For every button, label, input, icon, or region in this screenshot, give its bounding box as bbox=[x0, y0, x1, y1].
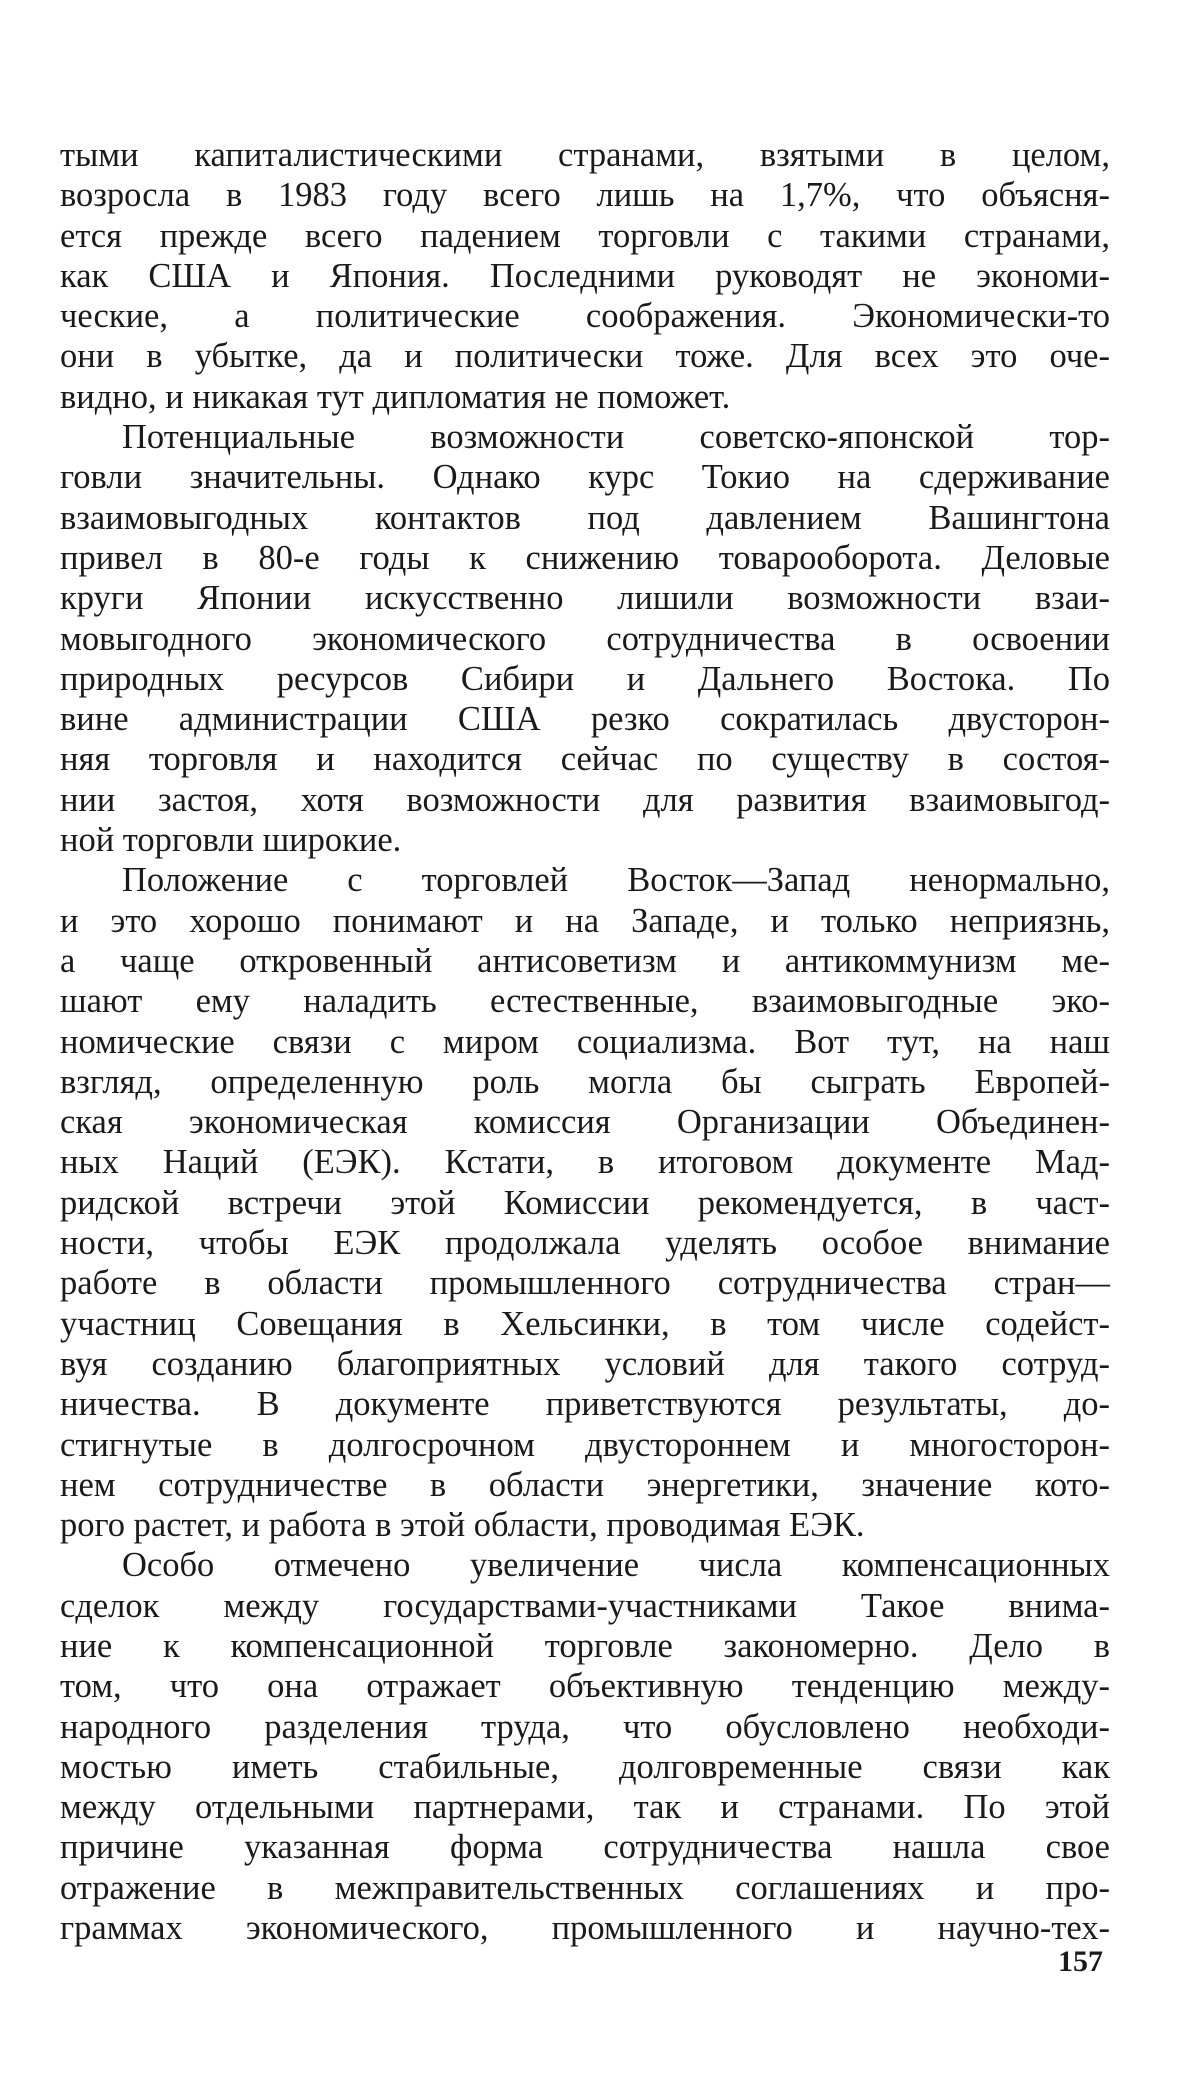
text-line: привел в 80-е годы к снижению товарооборота. Деловые bbox=[60, 538, 1110, 577]
text-line: возросла в 1983 году всего лишь на 1,7%, что объясня- bbox=[60, 176, 1110, 215]
text-line: ной торговли широкие. bbox=[60, 821, 402, 860]
text-line: они в убытке, да и политически тоже. Для всех это оче- bbox=[60, 337, 1110, 376]
text-line: ская экономическая комиссия Организации Объединен- bbox=[60, 1103, 1110, 1142]
text-line: вуя созданию благоприятных условий для такого сотруд- bbox=[60, 1344, 1110, 1383]
text-line: ридской встречи этой Комиссии рекомендуется, в част- bbox=[60, 1183, 1110, 1222]
text-line: причине указанная форма сотрудничества нашла свое bbox=[60, 1828, 1110, 1867]
text-line: граммах экономического, промышленного и научно-тех- bbox=[60, 1909, 1110, 1948]
text-line: мовыгодного экономического сотрудничества в освоении bbox=[60, 619, 1110, 658]
text-line: ности, чтобы ЕЭК продолжала уделять особое внимание bbox=[60, 1224, 1110, 1263]
text-line: работе в области промышленного сотрудничества стран— bbox=[60, 1264, 1110, 1303]
text-line: вине администрации США резко сократилась двусторон- bbox=[60, 700, 1110, 739]
text-line: а чаще откровенный антисоветизм и антикоммунизм ме- bbox=[60, 941, 1110, 980]
text-line: тыми капиталистическими странами, взятыми в целом, bbox=[60, 136, 1110, 174]
text-line: как США и Япония. Последними руководят не экономи- bbox=[60, 256, 1110, 295]
text-line: природных ресурсов Сибири и Дальнего Востока. По bbox=[60, 659, 1110, 698]
text-line: взаимовыгодных контактов под давлением Вашингтона bbox=[60, 498, 1110, 537]
text-line: между отдельными партнерами, так и странами. По этой bbox=[60, 1788, 1110, 1827]
text-line: мостью иметь стабильные, долговременные связи как bbox=[60, 1747, 1110, 1786]
text-line: ческие, а политические соображения. Экономически-то bbox=[60, 297, 1110, 336]
text-line: шают ему наладить естественные, взаимовыгодные эко- bbox=[60, 982, 1110, 1021]
text-line: Особо отмечено увеличение числа компенсационных bbox=[122, 1546, 1110, 1585]
text-line: номические связи с миром социализма. Вот тут, на наш bbox=[60, 1022, 1110, 1061]
text-line: говли значительны. Однако курс Токио на сдерживание bbox=[60, 458, 1110, 497]
text-line: ние к компенсационной торговле закономерно. Дело в bbox=[60, 1626, 1110, 1665]
text-line: видно, и никакая тут дипломатия не поможет. bbox=[60, 377, 731, 416]
text-line: ных Наций (ЕЭК). Кстати, в итоговом документе Мад- bbox=[60, 1143, 1110, 1182]
text-line: народного разделения труда, что обусловлено необходи- bbox=[60, 1707, 1110, 1746]
text-line: отражение в межправительственных соглашениях и про- bbox=[60, 1868, 1110, 1907]
text-line: ничества. В документе приветствуются результаты, до- bbox=[60, 1385, 1110, 1424]
text-line: том, что она отражает объективную тенденцию между- bbox=[60, 1667, 1110, 1706]
text-line: Потенциальные возможности советско-японской тор- bbox=[122, 418, 1110, 457]
text-line: нии застоя, хотя возможности для развития взаимовыгод- bbox=[60, 780, 1110, 819]
page-body bbox=[60, 135, 1110, 1948]
text-line: и это хорошо понимают и на Западе, и только неприязнь, bbox=[60, 901, 1110, 940]
text-line: нем сотрудничестве в области энергетики, значение кото- bbox=[60, 1465, 1110, 1504]
text-line: взгляд, определенную роль могла бы сыграть Европей- bbox=[60, 1062, 1110, 1101]
text-line: участниц Совещания в Хельсинки, в том числе содейст- bbox=[60, 1304, 1110, 1343]
text-line: няя торговля и находится сейчас по существу в состоя- bbox=[60, 740, 1110, 779]
text-line: сделок между государствами-участниками Такое внима- bbox=[60, 1586, 1110, 1625]
text-line: стигнутые в долгосрочном двустороннем и многосторон- bbox=[60, 1425, 1110, 1464]
text-line: ется прежде всего падением торговли с такими странами, bbox=[60, 216, 1110, 255]
text-line: Положение с торговлей Восток—Запад ненормально, bbox=[122, 861, 1110, 900]
page-number: 157 bbox=[1058, 1945, 1103, 1978]
text-line: рого растет, и работа в этой области, проводимая ЕЭК. bbox=[60, 1506, 865, 1545]
text-line: круги Японии искусственно лишили возможности взаи- bbox=[60, 579, 1110, 618]
